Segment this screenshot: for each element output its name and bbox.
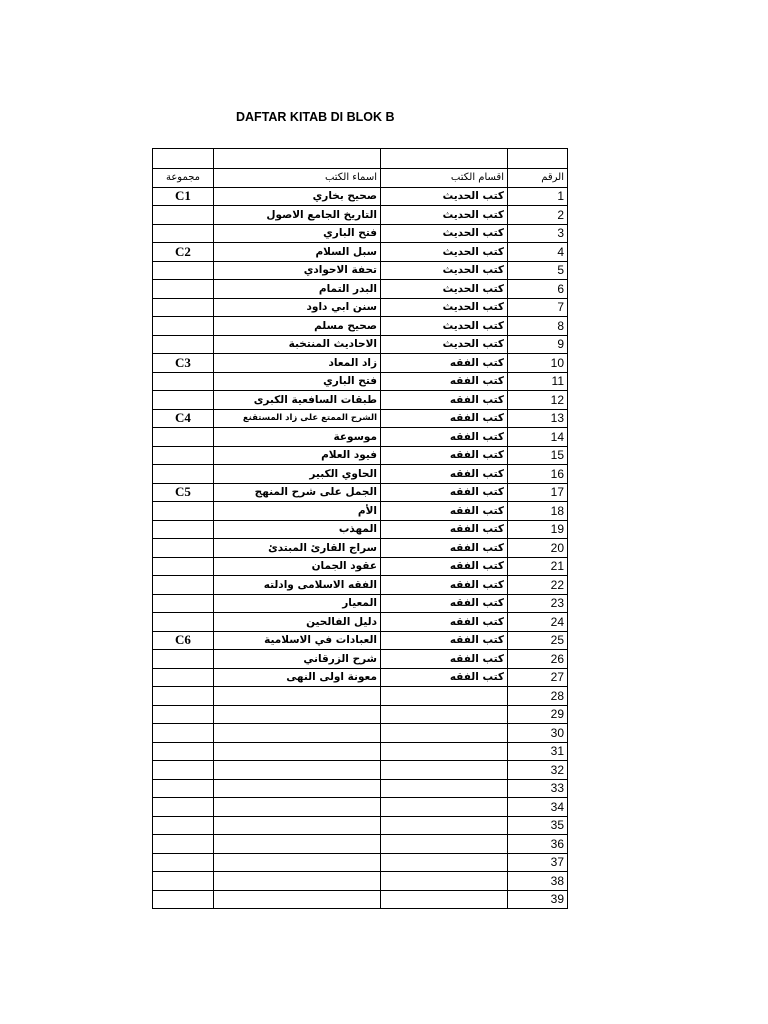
group-cell xyxy=(153,372,214,391)
table-row xyxy=(153,317,568,336)
category-cell: كتب الحديث xyxy=(381,243,508,262)
category-cell xyxy=(381,687,508,706)
category-cell: كتب الحديث xyxy=(381,261,508,280)
book-title-cell: المعيار xyxy=(214,594,381,613)
table-row xyxy=(153,835,568,854)
category-cell: كتب الحديث xyxy=(381,187,508,206)
category-cell: كتب الفقه xyxy=(381,557,508,576)
group-cell xyxy=(153,668,214,687)
blank-cell xyxy=(381,149,508,169)
table-row xyxy=(153,798,568,817)
number-cell: 19 xyxy=(508,520,568,539)
book-title-cell xyxy=(214,835,381,854)
book-title-cell xyxy=(214,724,381,743)
number-cell: 34 xyxy=(508,798,568,817)
number-cell: 21 xyxy=(508,557,568,576)
book-title-cell xyxy=(214,779,381,798)
category-cell xyxy=(381,890,508,909)
number-cell: 24 xyxy=(508,613,568,632)
table-row xyxy=(153,539,568,558)
group-cell: C3 xyxy=(153,354,214,373)
group-cell xyxy=(153,261,214,280)
number-cell: 35 xyxy=(508,816,568,835)
book-title-cell: المهذب xyxy=(214,520,381,539)
table-row xyxy=(153,335,568,354)
book-title-cell: صحيح مسلم xyxy=(214,317,381,336)
table-row xyxy=(153,224,568,243)
number-cell: 9 xyxy=(508,335,568,354)
table-row xyxy=(153,483,568,502)
group-cell xyxy=(153,853,214,872)
category-cell xyxy=(381,835,508,854)
group-cell xyxy=(153,724,214,743)
number-cell: 38 xyxy=(508,872,568,891)
group-cell xyxy=(153,520,214,539)
book-title-cell: فتح الباري xyxy=(214,224,381,243)
number-cell: 30 xyxy=(508,724,568,743)
table-row xyxy=(153,668,568,687)
header-row xyxy=(153,169,568,188)
book-title-cell xyxy=(214,798,381,817)
category-cell: كتب الحديث xyxy=(381,317,508,336)
number-cell: 33 xyxy=(508,779,568,798)
table-row xyxy=(153,428,568,447)
group-cell xyxy=(153,687,214,706)
table-row xyxy=(153,354,568,373)
header-number: الرقم xyxy=(508,169,568,188)
book-title-cell: دليل الفالحين xyxy=(214,613,381,632)
group-cell: C5 xyxy=(153,483,214,502)
group-cell xyxy=(153,761,214,780)
category-cell: كتب الفقه xyxy=(381,520,508,539)
category-cell: كتب الفقه xyxy=(381,650,508,669)
number-cell: 13 xyxy=(508,409,568,428)
group-cell: C4 xyxy=(153,409,214,428)
book-title-cell: الحاوي الكبير xyxy=(214,465,381,484)
group-cell xyxy=(153,428,214,447)
category-cell xyxy=(381,816,508,835)
category-cell xyxy=(381,761,508,780)
group-cell xyxy=(153,391,214,410)
number-cell: 39 xyxy=(508,890,568,909)
number-cell: 25 xyxy=(508,631,568,650)
category-cell: كتب الفقه xyxy=(381,613,508,632)
category-cell: كتب الفقه xyxy=(381,354,508,373)
category-cell: كتب الفقه xyxy=(381,465,508,484)
book-title-cell: معونة اولى النهى xyxy=(214,668,381,687)
table-row xyxy=(153,502,568,521)
group-cell xyxy=(153,742,214,761)
category-cell: كتب الفقه xyxy=(381,372,508,391)
book-title-cell: فتح الباري xyxy=(214,372,381,391)
book-title-cell: عقود الجمان xyxy=(214,557,381,576)
number-cell: 8 xyxy=(508,317,568,336)
group-cell xyxy=(153,594,214,613)
book-title-cell: زاد المعاد xyxy=(214,354,381,373)
number-cell: 26 xyxy=(508,650,568,669)
category-cell: كتب الفقه xyxy=(381,391,508,410)
group-cell xyxy=(153,557,214,576)
table-row xyxy=(153,409,568,428)
group-cell xyxy=(153,502,214,521)
book-title-cell xyxy=(214,872,381,891)
category-cell xyxy=(381,779,508,798)
group-cell xyxy=(153,317,214,336)
book-title-cell xyxy=(214,742,381,761)
number-cell: 22 xyxy=(508,576,568,595)
book-title-cell: التاريخ الجامع الاصول xyxy=(214,206,381,225)
number-cell: 23 xyxy=(508,594,568,613)
category-cell xyxy=(381,853,508,872)
category-cell xyxy=(381,705,508,724)
category-cell: كتب الحديث xyxy=(381,280,508,299)
book-title-cell xyxy=(214,816,381,835)
table-row xyxy=(153,761,568,780)
book-title-cell: شرح الزرقاني xyxy=(214,650,381,669)
group-cell xyxy=(153,298,214,317)
book-title-cell xyxy=(214,761,381,780)
document-title: DAFTAR KITAB DI BLOK B xyxy=(236,110,395,124)
category-cell: كتب الحديث xyxy=(381,335,508,354)
number-cell: 37 xyxy=(508,853,568,872)
number-cell: 1 xyxy=(508,187,568,206)
book-title-cell: طبقات السافعية الكبرى xyxy=(214,391,381,410)
category-cell: كتب الفقه xyxy=(381,631,508,650)
book-title-cell xyxy=(214,705,381,724)
book-title-cell xyxy=(214,853,381,872)
group-cell xyxy=(153,779,214,798)
table-row xyxy=(153,853,568,872)
table-row xyxy=(153,446,568,465)
group-cell xyxy=(153,890,214,909)
blank-cell xyxy=(214,149,381,169)
number-cell: 5 xyxy=(508,261,568,280)
number-cell: 20 xyxy=(508,539,568,558)
category-cell xyxy=(381,798,508,817)
table-row xyxy=(153,520,568,539)
table-row xyxy=(153,724,568,743)
number-cell: 7 xyxy=(508,298,568,317)
table-row xyxy=(153,613,568,632)
book-title-cell: البدر التمام xyxy=(214,280,381,299)
table-row xyxy=(153,391,568,410)
book-title-cell: الأم xyxy=(214,502,381,521)
category-cell: كتب الفقه xyxy=(381,668,508,687)
book-title-cell: العبادات في الاسلامية xyxy=(214,631,381,650)
number-cell: 3 xyxy=(508,224,568,243)
number-cell: 16 xyxy=(508,465,568,484)
category-cell: كتب الفقه xyxy=(381,483,508,502)
table-row xyxy=(153,631,568,650)
number-cell: 27 xyxy=(508,668,568,687)
table-row xyxy=(153,261,568,280)
blank-cell xyxy=(153,149,214,169)
table-row xyxy=(153,687,568,706)
group-cell xyxy=(153,613,214,632)
table-row xyxy=(153,298,568,317)
number-cell: 18 xyxy=(508,502,568,521)
category-cell xyxy=(381,742,508,761)
header-title: اسماء الكتب xyxy=(214,169,381,188)
number-cell: 4 xyxy=(508,243,568,262)
category-cell: كتب الحديث xyxy=(381,298,508,317)
table-row xyxy=(153,280,568,299)
number-cell: 15 xyxy=(508,446,568,465)
group-cell xyxy=(153,224,214,243)
table-row xyxy=(153,594,568,613)
table-row xyxy=(153,650,568,669)
table-row xyxy=(153,816,568,835)
category-cell: كتب الفقه xyxy=(381,409,508,428)
book-title-cell: الشرح الممتع على زاد المستقنع xyxy=(214,409,381,428)
book-table xyxy=(152,148,568,909)
table-row xyxy=(153,872,568,891)
group-cell: C1 xyxy=(153,187,214,206)
table-row xyxy=(153,206,568,225)
group-cell xyxy=(153,206,214,225)
category-cell: كتب الفقه xyxy=(381,594,508,613)
number-cell: 11 xyxy=(508,372,568,391)
group-cell xyxy=(153,650,214,669)
book-title-cell: الاحاديث المنتخبة xyxy=(214,335,381,354)
header-group: مجموعة xyxy=(153,169,214,188)
number-cell: 6 xyxy=(508,280,568,299)
table-row xyxy=(153,576,568,595)
table-row xyxy=(153,243,568,262)
group-cell xyxy=(153,576,214,595)
book-title-cell: سنن ابي داود xyxy=(214,298,381,317)
table-row xyxy=(153,465,568,484)
book-title-cell: موسوعة xyxy=(214,428,381,447)
book-title-cell: سبل السلام xyxy=(214,243,381,262)
number-cell: 17 xyxy=(508,483,568,502)
category-cell xyxy=(381,724,508,743)
blank-cell xyxy=(508,149,568,169)
group-cell xyxy=(153,705,214,724)
group-cell xyxy=(153,280,214,299)
category-cell: كتب الحديث xyxy=(381,224,508,243)
book-title-cell: سراج القارئ المبتدئ xyxy=(214,539,381,558)
group-cell xyxy=(153,539,214,558)
book-title-cell: فيود العلام xyxy=(214,446,381,465)
group-cell xyxy=(153,446,214,465)
number-cell: 12 xyxy=(508,391,568,410)
number-cell: 29 xyxy=(508,705,568,724)
group-cell xyxy=(153,835,214,854)
table-row xyxy=(153,372,568,391)
number-cell: 2 xyxy=(508,206,568,225)
table-row xyxy=(153,890,568,909)
number-cell: 14 xyxy=(508,428,568,447)
number-cell: 10 xyxy=(508,354,568,373)
number-cell: 28 xyxy=(508,687,568,706)
number-cell: 36 xyxy=(508,835,568,854)
group-cell xyxy=(153,816,214,835)
category-cell: كتب الفقه xyxy=(381,539,508,558)
group-cell xyxy=(153,872,214,891)
header-category: اقسام الكتب xyxy=(381,169,508,188)
table-row xyxy=(153,779,568,798)
group-cell: C2 xyxy=(153,243,214,262)
table-row xyxy=(153,705,568,724)
category-cell: كتب الحديث xyxy=(381,206,508,225)
group-cell xyxy=(153,335,214,354)
book-title-cell: الجمل على شرح المنهج xyxy=(214,483,381,502)
number-cell: 32 xyxy=(508,761,568,780)
category-cell xyxy=(381,872,508,891)
book-title-cell xyxy=(214,687,381,706)
book-title-cell: الفقه الاسلامى وادلته xyxy=(214,576,381,595)
group-cell xyxy=(153,798,214,817)
number-cell: 31 xyxy=(508,742,568,761)
group-cell xyxy=(153,465,214,484)
category-cell: كتب الفقه xyxy=(381,502,508,521)
book-title-cell xyxy=(214,890,381,909)
category-cell: كتب الفقه xyxy=(381,446,508,465)
table-row xyxy=(153,557,568,576)
group-cell: C6 xyxy=(153,631,214,650)
table-row xyxy=(153,742,568,761)
category-cell: كتب الفقه xyxy=(381,576,508,595)
table-row xyxy=(153,187,568,206)
book-title-cell: صحيح بخاري xyxy=(214,187,381,206)
category-cell: كتب الفقه xyxy=(381,428,508,447)
book-title-cell: تحفة الاحوادي xyxy=(214,261,381,280)
blank-row xyxy=(153,149,568,169)
